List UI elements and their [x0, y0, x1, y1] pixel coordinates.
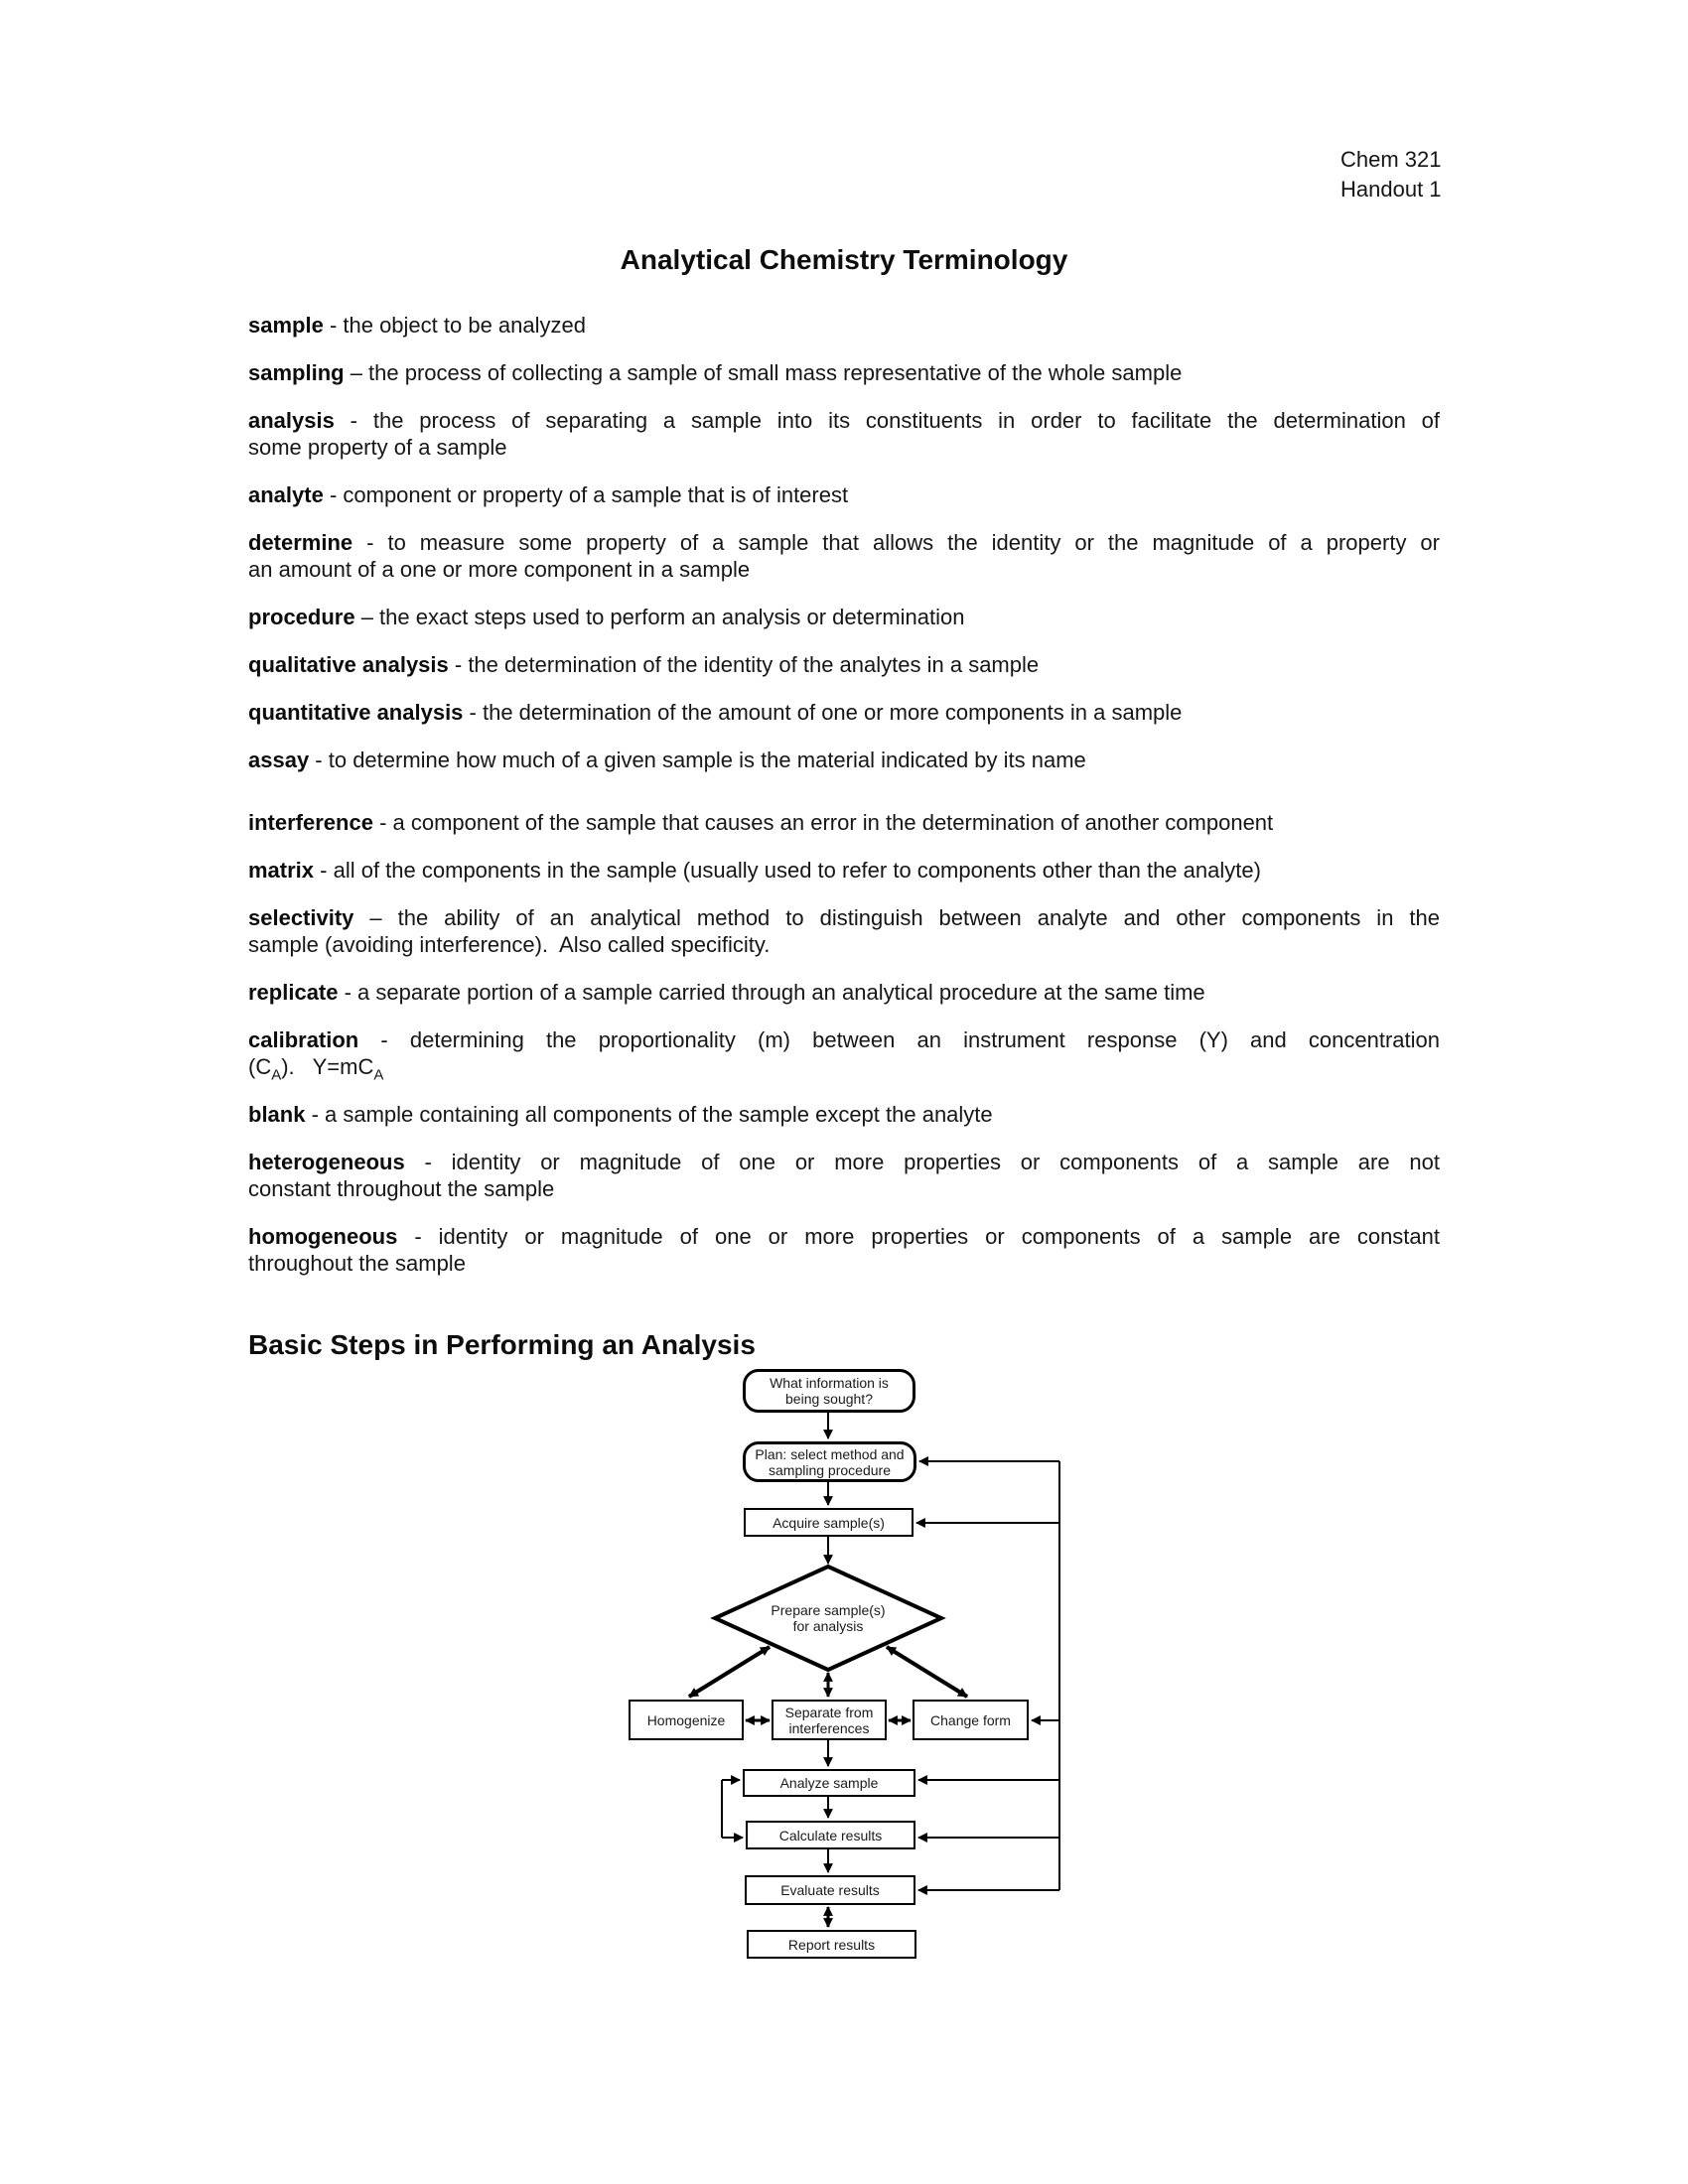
definition-analyte — [248, 481, 1440, 508]
definition-term: procedure — [248, 605, 355, 629]
formula-subscript: A — [271, 1066, 282, 1084]
definition-term: qualitative analysis — [248, 652, 449, 677]
handout-number: Handout 1 — [1340, 177, 1442, 202]
definition-text: – the ability of an analytical method to distinguish between analyte and other components in the — [353, 905, 1440, 930]
definition-qualitative-analysis — [248, 651, 1440, 678]
formula-part: (C — [248, 1054, 272, 1079]
definition-blank — [248, 1101, 1440, 1128]
definition-analysis — [248, 407, 1440, 461]
flowchart-node-question — [743, 1369, 915, 1413]
node-label-line: Prepare sample(s) — [771, 1602, 886, 1618]
definition-term: calibration — [248, 1027, 359, 1052]
node-label-line: sampling procedure — [769, 1461, 891, 1478]
definition-homogeneous — [248, 1223, 1440, 1277]
definition-term: analysis — [248, 408, 335, 433]
flowchart-node-plan — [743, 1441, 916, 1482]
definition-interference — [248, 809, 1440, 836]
section-heading: Basic Steps in Performing an Analysis — [248, 1329, 756, 1360]
node-label-line: Analyze sample — [779, 1775, 879, 1791]
definition-text: - a sample containing all components of the sample except the analyte — [305, 1102, 993, 1127]
course-code: Chem 321 — [1340, 147, 1442, 172]
definition-quantitative-analysis — [248, 699, 1440, 726]
definition-line — [248, 904, 1440, 931]
definition-term: selectivity — [248, 905, 354, 930]
definition-term: analyte — [248, 482, 324, 507]
formula-subscript: A — [373, 1066, 384, 1084]
definition-term: heterogeneous — [248, 1150, 405, 1174]
definition-replicate — [248, 979, 1440, 1006]
definition-term: matrix — [248, 858, 315, 883]
definition-text: - to determine how much of a given sample is the material indicated by its name — [309, 748, 1086, 772]
definition-text: - component or property of a sample that is of interest — [323, 482, 849, 507]
arrow-prepare-change-form — [887, 1647, 967, 1697]
definition-line — [248, 1026, 1440, 1053]
definition-term: quantitative analysis — [248, 700, 464, 725]
definition-text: - the determination of the identity of the analytes in a sample — [448, 652, 1040, 677]
definition-heterogeneous — [248, 1149, 1440, 1202]
flowchart — [556, 1345, 1112, 1980]
formula-part: ). Y=mC — [281, 1054, 374, 1079]
flowchart-node-analyze — [743, 1769, 915, 1797]
node-label-line: Plan: select method and — [755, 1445, 905, 1462]
definition-matrix — [248, 857, 1440, 884]
definition-assay — [248, 747, 1440, 773]
node-label-line: Evaluate results — [780, 1882, 880, 1898]
flowchart-node-calculate — [746, 1821, 915, 1849]
flowchart-node-acquire — [744, 1508, 914, 1537]
definition-text: - identity or magnitude of one or more properties or components of a sample are constant — [397, 1224, 1440, 1249]
definitions-list — [248, 312, 1440, 1277]
definition-text: - a separate portion of a sample carried through an analytical procedure at the same time — [338, 980, 1205, 1005]
definition-term: determine — [248, 530, 353, 555]
node-label-line: Acquire sample(s) — [773, 1514, 885, 1531]
node-label-line: for analysis — [792, 1618, 864, 1634]
definition-line: some property of a sample — [248, 435, 507, 460]
definition-text: – the exact steps used to perform an analysis or determination — [354, 605, 965, 629]
flowchart-node-change-form — [913, 1700, 1029, 1740]
definition-term: interference — [248, 810, 373, 835]
definition-text: - all of the components in the sample (usually used to refer to components other than the analyte) — [314, 858, 1261, 883]
definition-text: - to measure some property of a sample that allows the identity or the magnitude of a property or — [352, 530, 1440, 555]
definition-text: - a component of the sample that causes an error in the determination of another component — [372, 810, 1274, 835]
definition-line: sample (avoiding interference). Also called specificity. — [248, 932, 771, 957]
definition-text: - determining the proportionality (m) between an instrument response (Y) and concentration — [358, 1027, 1440, 1052]
node-label-line: Report results — [787, 1936, 876, 1953]
node-label-line: Separate from — [784, 1704, 874, 1720]
page-title: Analytical Chemistry Terminology — [620, 244, 1068, 275]
definition-sample — [248, 312, 1440, 339]
definition-sampling — [248, 359, 1440, 386]
node-label-line: being sought? — [785, 1391, 873, 1407]
node-label-line: Homogenize — [646, 1711, 726, 1728]
page-header — [1340, 145, 1442, 205]
definition-text: - the object to be analyzed — [323, 313, 586, 338]
node-label-line: What information is — [770, 1375, 889, 1391]
flowchart-node-report — [747, 1930, 916, 1959]
definition-line: an amount of a one or more component in a sample — [248, 557, 751, 582]
definition-term: replicate — [248, 980, 339, 1005]
flowchart-node-homogenize — [629, 1700, 744, 1740]
definition-term: homogeneous — [248, 1224, 398, 1249]
definition-line: constant throughout the sample — [248, 1176, 555, 1201]
definition-term: sample — [248, 313, 324, 338]
definition-text: - the determination of the amount of one or more components in a sample — [463, 700, 1183, 725]
node-label-line: interferences — [788, 1719, 870, 1736]
definition-line: throughout the sample — [248, 1251, 466, 1276]
definition-term: sampling — [248, 360, 345, 385]
definition-line — [248, 529, 1440, 556]
node-label-line: Calculate results — [778, 1827, 883, 1843]
node-label-line: Change form — [930, 1711, 1011, 1728]
definition-line — [248, 407, 1440, 434]
definition-text: - the process of separating a sample into its constituents in order to facilitate the determination of — [334, 408, 1440, 433]
flowchart-node-separate — [772, 1700, 887, 1740]
definition-line — [248, 1149, 1440, 1175]
definition-term: blank — [248, 1102, 306, 1127]
flowchart-node-evaluate — [745, 1875, 915, 1905]
definition-text: – the process of collecting a sample of small mass representative of the whole sample — [344, 360, 1183, 385]
definition-term: assay — [248, 748, 310, 772]
definition-determine — [248, 529, 1440, 583]
calibration-formula — [248, 1053, 1440, 1084]
definition-selectivity — [248, 904, 1440, 958]
definition-procedure — [248, 604, 1440, 630]
flowchart-node-prepare — [749, 1601, 908, 1635]
definition-calibration — [248, 1026, 1440, 1084]
definition-text: - identity or magnitude of one or more properties or components of a sample are not — [404, 1150, 1440, 1174]
definition-line — [248, 1223, 1440, 1250]
arrow-prepare-homogenize — [689, 1647, 770, 1697]
